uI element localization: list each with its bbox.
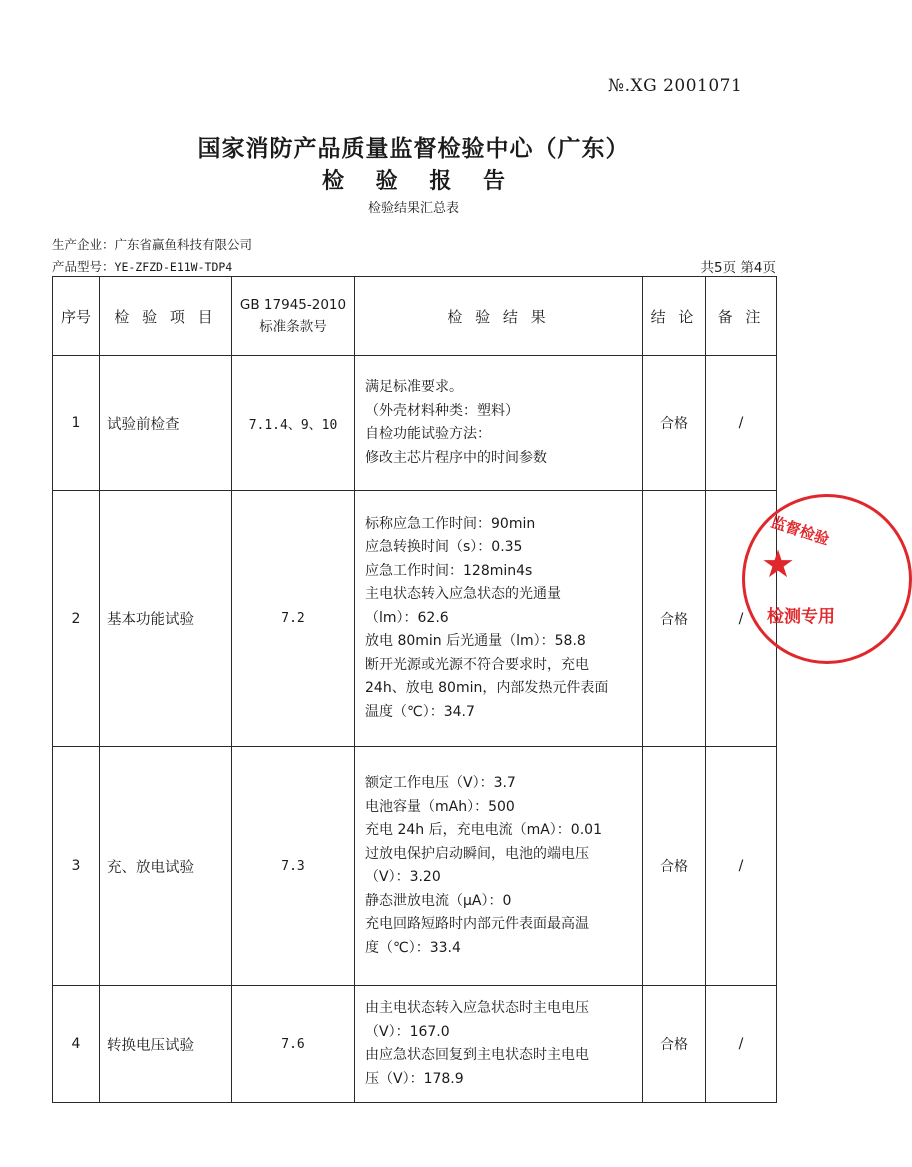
- header-note: 备 注: [706, 277, 777, 356]
- official-seal-stamp: [742, 494, 912, 664]
- row-note: /: [706, 356, 777, 491]
- row-conclusion: 合格: [643, 491, 706, 747]
- manufacturer-line: [52, 235, 252, 253]
- result-line: 过放电保护启动瞬间，电池的端电压: [365, 845, 589, 862]
- result-line: 充电回路短路时内部元件表面最高温: [365, 916, 589, 932]
- row-result: [355, 356, 643, 491]
- table-row: [53, 747, 777, 986]
- result-line: 度（℃）：33.4: [365, 939, 461, 956]
- seal-top-text: 监督检验: [768, 512, 832, 549]
- table-row: [53, 986, 777, 1103]
- row-conclusion: 合格: [643, 986, 706, 1103]
- result-line: 压（V）：178.9: [365, 1070, 464, 1087]
- row-clause: 7.1.4、9、10: [232, 356, 355, 491]
- row-clause: 7.2: [232, 491, 355, 747]
- model-value: YE-ZFZD-E11W-TDP4: [114, 260, 233, 274]
- manufacturer-label: 生产企业：: [52, 237, 115, 252]
- result-line: 主电状态转入应急状态的光通量: [365, 586, 561, 603]
- seal-bottom-text: 检测专用: [767, 607, 835, 627]
- result-line: 由主电状态转入应急状态时主电电压: [365, 1000, 589, 1016]
- row-no: 3: [53, 747, 100, 986]
- row-no: 2: [53, 491, 100, 747]
- result-line: （lm）：62.6: [365, 609, 449, 626]
- row-item: 试验前检查: [100, 356, 232, 491]
- row-no: 1: [53, 356, 100, 491]
- row-item: 转换电压试验: [100, 986, 232, 1103]
- result-line: 满足标准要求。: [365, 379, 463, 395]
- result-line: （V）：3.20: [365, 869, 441, 885]
- result-line: 静态泄放电流（μA）：0: [365, 892, 512, 909]
- results-table: [52, 276, 777, 1103]
- report-number: №.XG 2001071: [608, 76, 743, 96]
- model-label: 产品型号：: [52, 259, 115, 274]
- result-line: 由应急状态回复到主电状态时主电电: [365, 1047, 589, 1063]
- result-line: 断开光源或光源不符合要求时，充电: [365, 656, 589, 673]
- result-line: 额定工作电压（V）：3.7: [365, 775, 516, 791]
- table-row: [53, 491, 777, 747]
- result-line: 24h、放电 80min，内部发热元件表面: [365, 680, 609, 697]
- result-line: 自检功能试验方法：: [365, 426, 491, 442]
- result-line: 电池容量（mAh）：500: [365, 798, 515, 815]
- result-line: （外壳材料种类：塑料）: [365, 402, 519, 419]
- row-item: 基本功能试验: [100, 491, 232, 747]
- result-line: （V）：167.0: [365, 1023, 450, 1040]
- row-note: /: [706, 747, 777, 986]
- header-no: 序号: [53, 277, 100, 356]
- row-result: [355, 986, 643, 1103]
- row-note: /: [706, 491, 777, 747]
- table-row: [53, 356, 777, 491]
- manufacturer-value: 广东省赢鱼科技有限公司: [114, 237, 253, 252]
- result-line: 放电 80min 后光通量（lm）：58.8: [365, 633, 586, 650]
- row-conclusion: 合格: [643, 747, 706, 986]
- header-clause-standard: GB 17945-2010: [239, 297, 347, 313]
- row-note: /: [706, 986, 777, 1103]
- result-line: 温度（℃）：34.7: [365, 703, 475, 720]
- row-conclusion: 合格: [643, 356, 706, 491]
- header-clause: [232, 277, 355, 356]
- result-line: 标称应急工作时间：90min: [365, 515, 536, 532]
- summary-table-title: 检验结果汇总表: [367, 201, 459, 216]
- header-conclusion: 结 论: [643, 277, 706, 356]
- row-result: [355, 491, 643, 747]
- report-subtitle: 检 验 报 告: [322, 169, 517, 194]
- page-info: 共5页 第4页: [700, 260, 776, 276]
- seal-star-icon: ★: [761, 542, 796, 586]
- report-title: 国家消防产品质量监督检验中心（广东）: [197, 136, 630, 162]
- model-line: [52, 257, 232, 275]
- row-item: 充、放电试验: [100, 747, 232, 986]
- table-header-row: [53, 277, 777, 356]
- result-line: 修改主芯片程序中的时间参数: [365, 449, 547, 466]
- header-result: 检 验 结 果: [355, 277, 643, 356]
- row-clause: 7.6: [232, 986, 355, 1103]
- header-item: 检 验 项 目: [100, 277, 232, 356]
- row-clause: 7.3: [232, 747, 355, 986]
- result-line: 应急工作时间：128min4s: [365, 562, 533, 579]
- result-line: 应急转换时间（s）：0.35: [365, 539, 523, 556]
- result-line: 充电 24h 后，充电电流（mA）：0.01: [365, 822, 602, 838]
- header-clause-label: 标准条款号: [259, 319, 327, 335]
- row-no: 4: [53, 986, 100, 1103]
- row-result: [355, 747, 643, 986]
